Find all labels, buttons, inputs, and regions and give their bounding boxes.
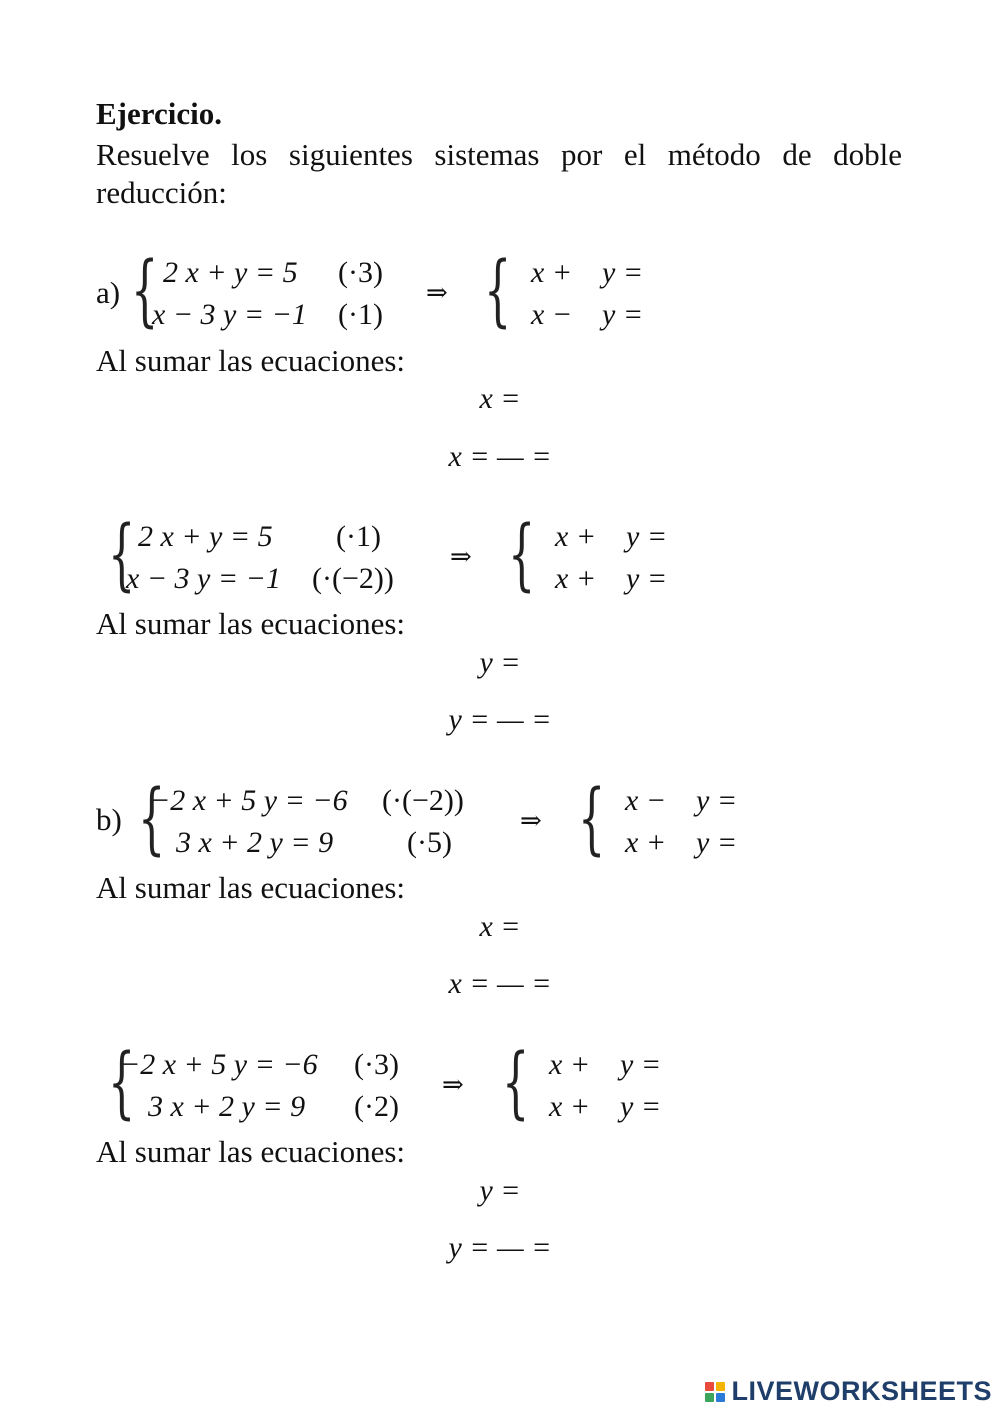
- result-brace: {: [508, 510, 536, 600]
- system-a1-eq2-multiplier: (·1): [338, 298, 383, 331]
- result-brace: {: [502, 1038, 530, 1128]
- system-a2-eq2-multiplier: (·(−2)): [312, 562, 394, 595]
- system-b2-eq1-multiplier: (·3): [354, 1048, 399, 1081]
- result-a2-eq2: x + y =: [555, 562, 668, 595]
- system-a2-eq2: x − 3 y = −1: [126, 562, 281, 595]
- system-b1-eq1-multiplier: (·(−2)): [382, 784, 464, 817]
- system-a1-eq1: 2 x + y = 5: [163, 256, 298, 289]
- sum-instruction: Al sumar las ecuaciones:: [96, 1134, 406, 1169]
- system-brace: {: [108, 510, 136, 600]
- result-brace: {: [484, 246, 512, 336]
- sum-instruction: Al sumar las ecuaciones:: [96, 606, 406, 641]
- part-a-label: a): [96, 275, 121, 310]
- result-a2-eq1: x + y =: [555, 520, 668, 553]
- system-b2-eq2-multiplier: (·2): [354, 1090, 399, 1123]
- solution-line-x: x =: [479, 382, 521, 415]
- sum-instruction: Al sumar las ecuaciones:: [96, 870, 406, 905]
- solution-fraction-y: y = — =: [448, 1231, 552, 1264]
- logo-text: LIVEWORKSHEETS: [731, 1376, 992, 1406]
- liveworksheets-logo: [705, 1376, 992, 1407]
- result-a1-eq1: x + y =: [531, 256, 644, 289]
- result-brace: {: [578, 774, 606, 864]
- result-b1-eq2: x + y =: [625, 826, 738, 859]
- result-b2-eq2: x + y =: [549, 1090, 662, 1123]
- system-b2-eq2: 3 x + 2 y = 9: [148, 1090, 306, 1123]
- part-b-label: b): [96, 802, 122, 837]
- system-brace: {: [108, 1038, 136, 1128]
- solution-line-y: y =: [479, 646, 521, 679]
- system-brace: {: [138, 774, 166, 864]
- solution-fraction-x: x = — =: [448, 967, 552, 1000]
- implies-arrow: ⇒: [442, 1070, 464, 1100]
- system-b1-eq2: 3 x + 2 y = 9: [176, 826, 334, 859]
- implies-arrow: ⇒: [426, 278, 448, 308]
- system-a2-eq1: 2 x + y = 5: [138, 520, 273, 553]
- system-a1-eq1-multiplier: (·3): [338, 256, 383, 289]
- exercise-title: Ejercicio.: [96, 96, 222, 131]
- implies-arrow: ⇒: [520, 806, 542, 836]
- result-b1-eq1: x − y =: [625, 784, 738, 817]
- result-a1-eq2: x − y =: [531, 298, 644, 331]
- system-brace: {: [131, 246, 159, 336]
- system-b1-eq2-multiplier: (·5): [407, 826, 452, 859]
- system-b1-eq1: −2 x + 5 y = −6: [150, 784, 348, 817]
- sum-instruction: Al sumar las ecuaciones:: [96, 343, 406, 378]
- solution-line-x: x =: [479, 910, 521, 943]
- solution-fraction-y: y = — =: [448, 703, 552, 736]
- system-b2-eq1: −2 x + 5 y = −6: [120, 1048, 318, 1081]
- result-b2-eq1: x + y =: [549, 1048, 662, 1081]
- solution-fraction-x: x = — =: [448, 440, 552, 473]
- system-a2-eq1-multiplier: (·1): [336, 520, 381, 553]
- implies-arrow: ⇒: [450, 542, 472, 572]
- logo-mark-icon: [705, 1382, 725, 1402]
- solution-line-y: y =: [479, 1174, 521, 1207]
- exercise-instructions: Resuelve los siguientes sistemas por el método de doble reducción:: [96, 137, 902, 210]
- system-a1-eq2: x − 3 y = −1: [152, 298, 307, 331]
